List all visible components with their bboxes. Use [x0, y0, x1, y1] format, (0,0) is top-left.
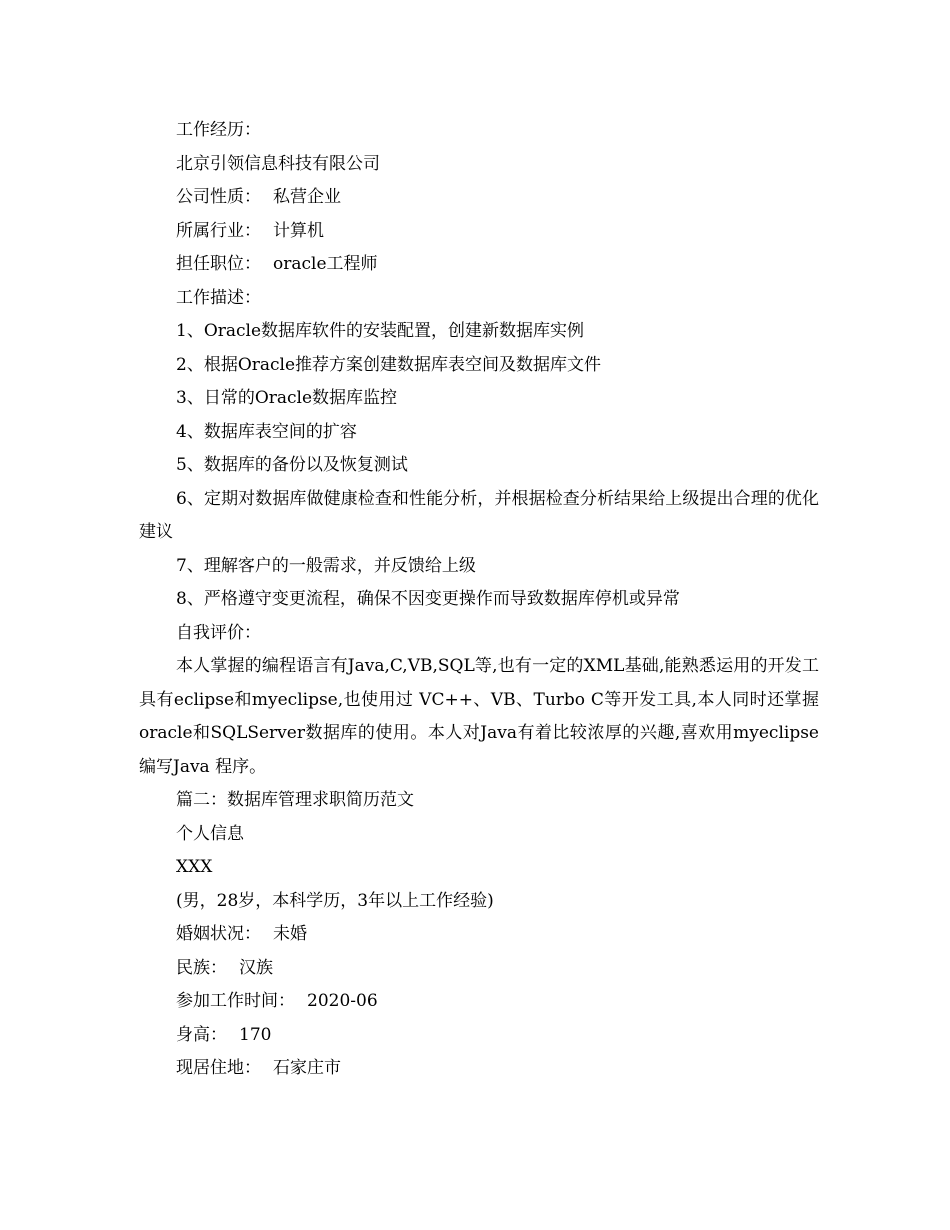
applicant-name: XXX: [176, 857, 213, 877]
height-label: 身高：: [176, 1024, 227, 1045]
duty-item: 6、定期对数据库做健康检查和性能分析，并根据检查分析结果给上级提出合理的优化建议: [139, 488, 819, 542]
duty-item: 4、数据库表空间的扩容: [176, 421, 357, 442]
applicant-summary: (男，28岁，本科学历，3年以上工作经验): [176, 890, 494, 911]
self-evaluation-text: 本人掌握的编程语言有Java,C,VB,SQL等,也有一定的XML基础,能熟悉运用的开发工具有eclipse和myeclipse,也使用过 VC++、VB、Turbo C等开发工具,本人同时还掌握oracle和SQLServer数据库的使用。本人对Java有着比较浓厚的兴趣,喜欢用myeclipse编写Java 程序。: [139, 656, 819, 777]
industry-row: [139, 215, 819, 249]
duty-item: 5、数据库的备份以及恢复测试: [176, 455, 408, 475]
ethnicity-row: [139, 952, 819, 986]
work-experience-heading: 工作经历：: [176, 120, 261, 140]
job-description-heading: 工作描述：: [176, 287, 261, 308]
industry-label: 所属行业：: [176, 220, 261, 241]
duty-item: 8、严格遵守变更流程，确保不因变更操作而导致数据库停机或异常: [176, 589, 680, 609]
work-start-value: 2020-06: [307, 991, 378, 1011]
self-evaluation-heading: 自我评价：: [176, 622, 261, 643]
personal-info-heading: 个人信息: [176, 823, 244, 844]
marital-status-value: 未婚: [273, 924, 307, 944]
company-nature-row: [139, 181, 819, 215]
company-nature-value: 私营企业: [273, 187, 341, 207]
industry-value: 计算机: [273, 220, 324, 241]
marital-status-label: 婚姻状况：: [176, 924, 261, 944]
duty-item: 7、理解客户的一般需求，并反馈给上级: [176, 555, 476, 576]
ethnicity-value: 汉族: [239, 957, 273, 978]
work-start-label: 参加工作时间：: [176, 991, 295, 1011]
duty-item: 2、根据Oracle推荐方案创建数据库表空间及数据库文件: [176, 354, 602, 375]
position-label: 担任职位：: [176, 254, 261, 274]
company-nature-label: 公司性质：: [176, 187, 261, 207]
duty-item: 1、Oracle数据库软件的安装配置，创建新数据库实例: [176, 321, 585, 341]
position-row: [139, 248, 819, 282]
height-value: 170: [239, 1024, 272, 1045]
document-content: [139, 114, 819, 1086]
work-start-row: [139, 985, 819, 1019]
residence-row: [139, 1052, 819, 1086]
section-two-title: 篇二：数据库管理求职简历范文: [176, 790, 414, 810]
residence-label: 现居住地：: [176, 1058, 261, 1078]
position-value: oracle工程师: [273, 254, 378, 274]
residence-value: 石家庄市: [273, 1058, 341, 1078]
marital-status-row: [139, 918, 819, 952]
height-row: [139, 1019, 819, 1053]
ethnicity-label: 民族：: [176, 957, 227, 978]
duty-item: 3、日常的Oracle数据库监控: [176, 388, 398, 408]
company-name: 北京引领信息科技有限公司: [176, 153, 380, 174]
